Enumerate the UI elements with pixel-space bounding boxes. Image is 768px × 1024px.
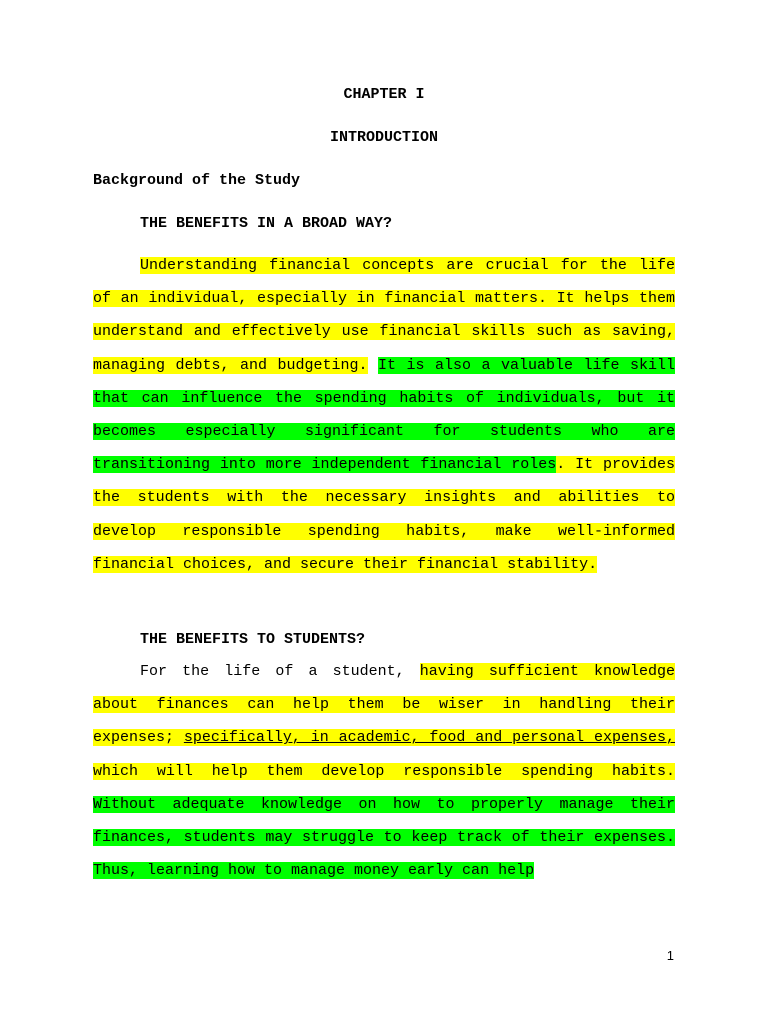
highlight-green: Without adequate knowledge on how to properly manage their finances, students may struggle to keep track of their expenses. Thus, learning how to manage money early can help [93,795,675,880]
highlight-yellow: . It provides the students with the necessary insights and abilities to develop responsible spending habits, make well-informed financial choices, and secure their financial stability. [93,456,675,573]
highlight-yellow: having sufficient knowledge about finances can help them be wiser in handling their expenses; [93,663,676,747]
subheading-student-benefits: THE BENEFITS TO STUDENTS? [140,631,366,648]
highlight-green: It is also a valuable life skill that can influence the spending habits of individuals, but it becomes especially significant for students who are transitioning into more independent financial roles [93,356,675,474]
underlined-highlight: specifically, in academic, food and personal expenses, [183,729,675,747]
subheading-broad-benefits: THE BENEFITS IN A BROAD WAY? [140,215,393,232]
plain-text: For the life of a student, [140,663,420,680]
paragraph-broad-benefits [93,249,675,581]
highlight-yellow: Understanding financial concepts are crucial for the life of an individual, especially in financial matters. It helps them understand and effectively use financial skills such as saving, managing debts, and budgeting. [93,257,675,374]
page-number: 1 [666,948,674,963]
chapter-heading: CHAPTER I [343,86,425,103]
section-heading: Background of the Study [93,172,301,189]
document-title: INTRODUCTION [329,129,439,146]
paragraph-student-benefits [93,655,675,887]
highlight-yellow: which will help them develop responsible spending habits. [93,762,675,780]
